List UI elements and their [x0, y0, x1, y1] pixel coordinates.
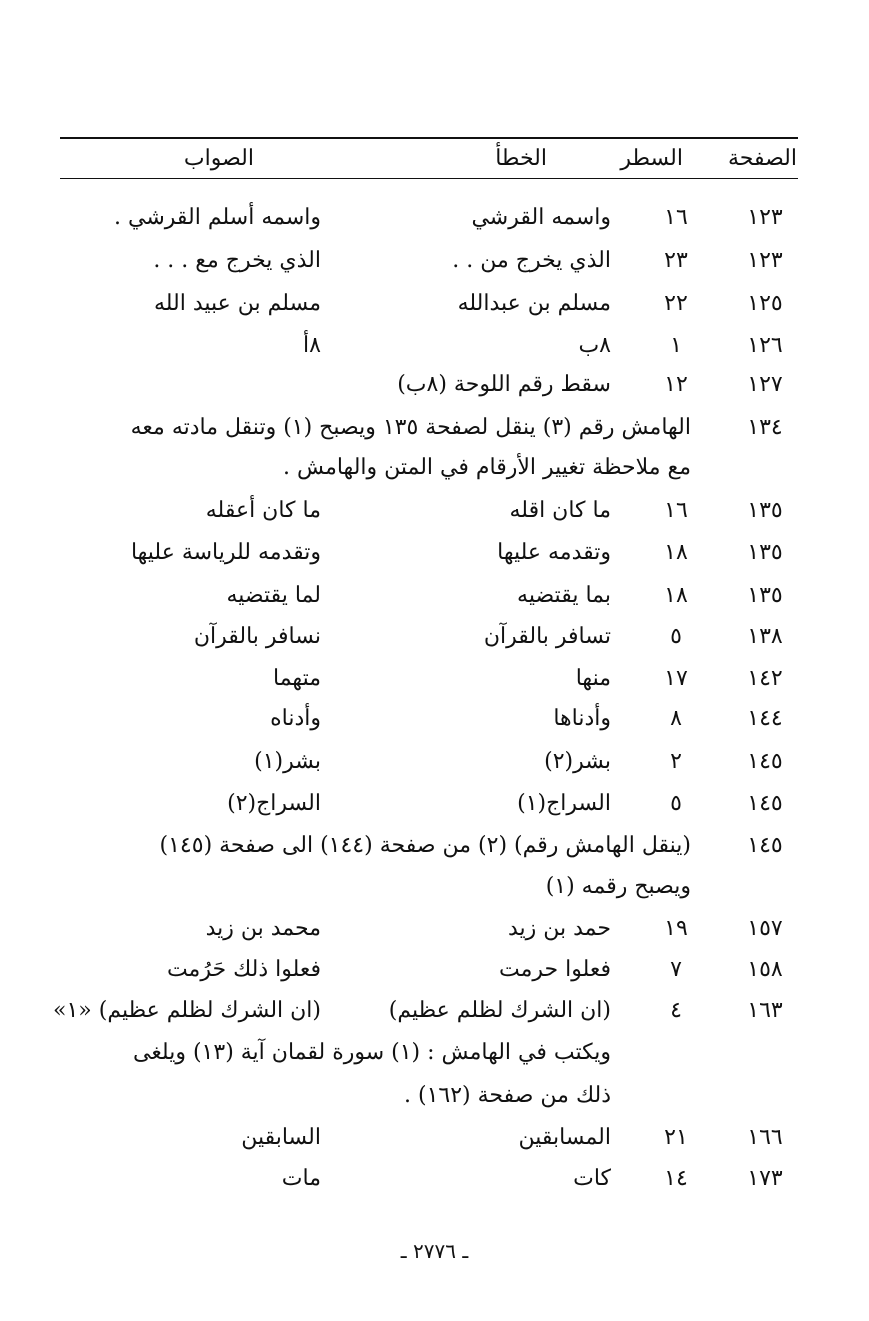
row-wrong: واسمه القرشي	[471, 205, 611, 230]
table-row-note-cont	[0, 1033, 869, 1073]
header-bottom-rule	[60, 178, 798, 179]
row-wrong: ٨ب	[578, 333, 611, 358]
row-note-line: (ينقل الهامش رقم) (٢) من صفحة (١٤٤) الى صفحة (١٤٥)	[159, 833, 691, 858]
table-row	[0, 491, 869, 531]
row-right: واسمه أسلم القرشي .	[114, 205, 321, 230]
row-wrong: سقط رقم اللوحة (٨ب)	[397, 372, 611, 397]
row-right: وأدناه	[270, 706, 321, 731]
row-line: ٢	[670, 749, 682, 774]
row-right: مات	[281, 1166, 321, 1191]
row-right: ٨أ	[303, 333, 321, 358]
header-line: السطر	[620, 146, 683, 171]
table-row	[0, 198, 869, 238]
row-wrong: بشر(٢)	[544, 749, 611, 774]
row-wrong: فعلوا حرمت	[498, 957, 611, 982]
row-right: نسافر بالقرآن	[193, 624, 321, 649]
row-line: ٥	[670, 624, 682, 649]
row-right: الذي يخرج مع . . .	[153, 248, 321, 273]
row-line: ٧	[670, 957, 682, 982]
row-page: ١٢٣	[747, 248, 783, 273]
table-row	[0, 533, 869, 573]
row-right: لما يقتضيه	[226, 583, 321, 608]
row-wrong: بما يقتضيه	[517, 583, 611, 608]
row-line: ١٦	[664, 205, 688, 230]
table-row	[0, 241, 869, 281]
table-row	[0, 617, 869, 657]
table-row	[0, 365, 869, 405]
row-wrong: حمد بن زيد	[507, 916, 611, 941]
table-row	[0, 284, 869, 324]
row-right: مسلم بن عبيد الله	[153, 291, 321, 316]
row-wrong: منها	[575, 666, 611, 691]
row-line: ١٨	[664, 540, 688, 565]
row-line: ٢٢	[664, 291, 688, 316]
row-line: ١٨	[664, 583, 688, 608]
row-right: متهما	[273, 666, 321, 691]
table-row	[0, 576, 869, 616]
row-line: ٥	[670, 791, 682, 816]
row-note-line: ويصبح رقمه (١)	[545, 874, 691, 899]
table-row	[0, 699, 869, 739]
row-line: ١٩	[664, 916, 688, 941]
table-row	[0, 784, 869, 824]
header-page: الصفحة	[727, 146, 797, 171]
header-top-rule	[60, 137, 798, 139]
row-line: ٨	[670, 706, 682, 731]
row-wrong: تسافر بالقرآن	[483, 624, 611, 649]
table-row	[0, 950, 869, 990]
row-page: ١٥٨	[747, 957, 783, 982]
row-line: ١٤	[664, 1166, 688, 1191]
row-page: ١٤٢	[747, 666, 783, 691]
row-note-line: ذلك من صفحة (١٦٢) .	[404, 1083, 611, 1108]
row-right: (ان الشرك لظلم عظيم) «١»	[52, 998, 321, 1023]
row-note-line: مع ملاحظة تغيير الأرقام في المتن والهامش .	[283, 455, 691, 480]
table-row-note-cont	[0, 448, 869, 488]
row-page: ١٤٥	[747, 833, 783, 858]
row-right: ما كان أعقله	[205, 498, 321, 523]
table-row	[0, 909, 869, 949]
table-row-note-cont	[0, 867, 869, 907]
row-page: ١٣٥	[747, 540, 783, 565]
row-wrong: المسابقين	[518, 1125, 611, 1150]
row-right: فعلوا ذلك حَرُمت	[166, 957, 321, 982]
row-wrong: كات	[573, 1166, 611, 1191]
row-right: السابقين	[241, 1125, 321, 1150]
row-right: محمد بن زيد	[205, 916, 321, 941]
header-right: الصواب	[183, 146, 254, 171]
row-page: ١٣٥	[747, 583, 783, 608]
row-page: ١٢٦	[747, 333, 783, 358]
row-right: بشر(١)	[254, 749, 321, 774]
row-note-line: ويكتب في الهامش : (١) سورة لقمان آية (١٣) ويلغى	[132, 1040, 611, 1065]
row-page: ١٤٥	[747, 791, 783, 816]
row-page: ١٤٤	[747, 706, 783, 731]
row-right: وتقدمه للرياسة عليها	[130, 540, 321, 565]
row-page: ١٢٧	[747, 372, 783, 397]
row-line: ١٧	[664, 666, 688, 691]
table-row-note	[0, 826, 869, 866]
row-page: ١٣٨	[747, 624, 783, 649]
row-line: ١٦	[664, 498, 688, 523]
row-line: ٤	[670, 998, 682, 1023]
table-row	[0, 659, 869, 699]
table-row	[0, 742, 869, 782]
row-line: ١	[670, 333, 682, 358]
row-wrong: ما كان اقله	[509, 498, 611, 523]
row-note-line: الهامش رقم (٣) ينقل لصفحة ١٣٥ ويصبح (١) وتنقل مادته معه	[130, 415, 691, 440]
row-line: ٢٣	[664, 248, 688, 273]
table-row-note	[0, 408, 869, 448]
page-number: ـ ٢٧٧٦ ـ	[400, 1239, 469, 1263]
row-page: ١٥٧	[747, 916, 783, 941]
row-page: ١٧٣	[747, 1166, 783, 1191]
row-wrong: الذي يخرج من . .	[452, 248, 611, 273]
row-page: ١٤٥	[747, 749, 783, 774]
row-page: ١٦٣	[747, 998, 783, 1023]
table-row	[0, 1159, 869, 1199]
row-page: ١٢٣	[747, 205, 783, 230]
row-wrong: وأدناها	[553, 706, 611, 731]
row-page: ١٣٤	[747, 415, 783, 440]
row-right: السراج(٢)	[227, 791, 321, 816]
header-wrong: الخطأ	[495, 146, 547, 171]
row-page: ١٦٦	[747, 1125, 783, 1150]
row-wrong: مسلم بن عبدالله	[457, 291, 611, 316]
row-line: ٢١	[664, 1125, 688, 1150]
row-wrong: السراج(١)	[517, 791, 611, 816]
table-row	[0, 326, 869, 366]
row-line: ١٢	[664, 372, 688, 397]
row-wrong: وتقدمه عليها	[497, 540, 611, 565]
table-row	[0, 1118, 869, 1158]
row-page: ١٢٥	[747, 291, 783, 316]
table-row-note-cont	[0, 1076, 869, 1116]
table-row	[0, 991, 869, 1031]
row-page: ١٣٥	[747, 498, 783, 523]
row-wrong: (ان الشرك لظلم عظيم)	[388, 998, 611, 1023]
